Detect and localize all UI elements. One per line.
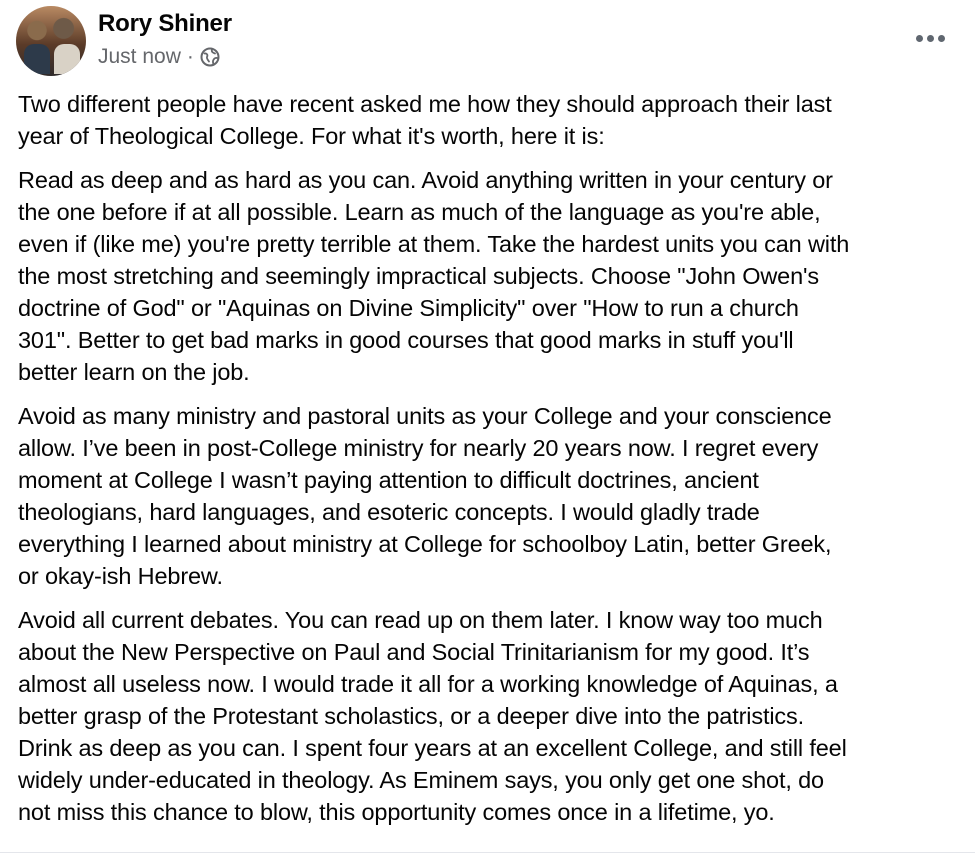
post-paragraph: Avoid all current debates. You can read up on them later. I know way too much about the New Perspective on Paul and Social Trinitarianism for my good. It’s almost all useless now. I would trade it all for a working knowledge of Aquinas, a better grasp of the Protestant scholastics, or a deeper dive into the patristics. Drink as deep as you can. I spent four years at an excellent College, and still feel widely under-educated in theology. As Eminem says, you only get one shot, do not miss this chance to blow, this opportunity comes once in a lifetime, yo.: [18, 607, 847, 825]
timestamp[interactable]: Just now: [98, 45, 181, 68]
more-dot: [916, 35, 923, 42]
post-text: [18, 88, 968, 840]
divider: [0, 852, 975, 853]
more-dot: [938, 35, 945, 42]
post-header: [0, 0, 975, 88]
post-paragraph: Two different people have recent asked me how they should approach their last year of Theological College. For what it's worth, here it is:: [18, 91, 832, 149]
author-name[interactable]: Rory Shiner: [98, 10, 232, 37]
avatar[interactable]: [16, 6, 86, 76]
post-meta: [98, 44, 220, 70]
globe-icon[interactable]: [200, 47, 220, 67]
post-paragraph: Read as deep and as hard as you can. Avoid anything written in your century or the one before if at all possible. Learn as much of the language as you're able, even if (like me) you're pretty terrible at them. Take the hardest units you can with the most stretching and seemingly impractical subjects. Choose "John Owen's doctrine of God" or "Aquinas on Divine Simplicity" over "How to run a church 301". Better to get bad marks in good courses that good marks in stuff you'll better learn on the job.: [18, 167, 850, 385]
more-dot: [927, 35, 934, 42]
more-options-icon[interactable]: [904, 24, 956, 52]
post-paragraph: Avoid as many ministry and pastoral units as your College and your conscience allow. I’ve been in post-College ministry for nearly 20 years now. I regret every moment at College I wasn’t paying attention to difficult doctrines, ancient theologians, hard languages, and esoteric concepts. I would gladly trade everything I learned about ministry at College for schoolboy Latin, better Greek, or okay-ish Hebrew.: [18, 403, 832, 589]
meta-separator: ·: [186, 45, 194, 68]
